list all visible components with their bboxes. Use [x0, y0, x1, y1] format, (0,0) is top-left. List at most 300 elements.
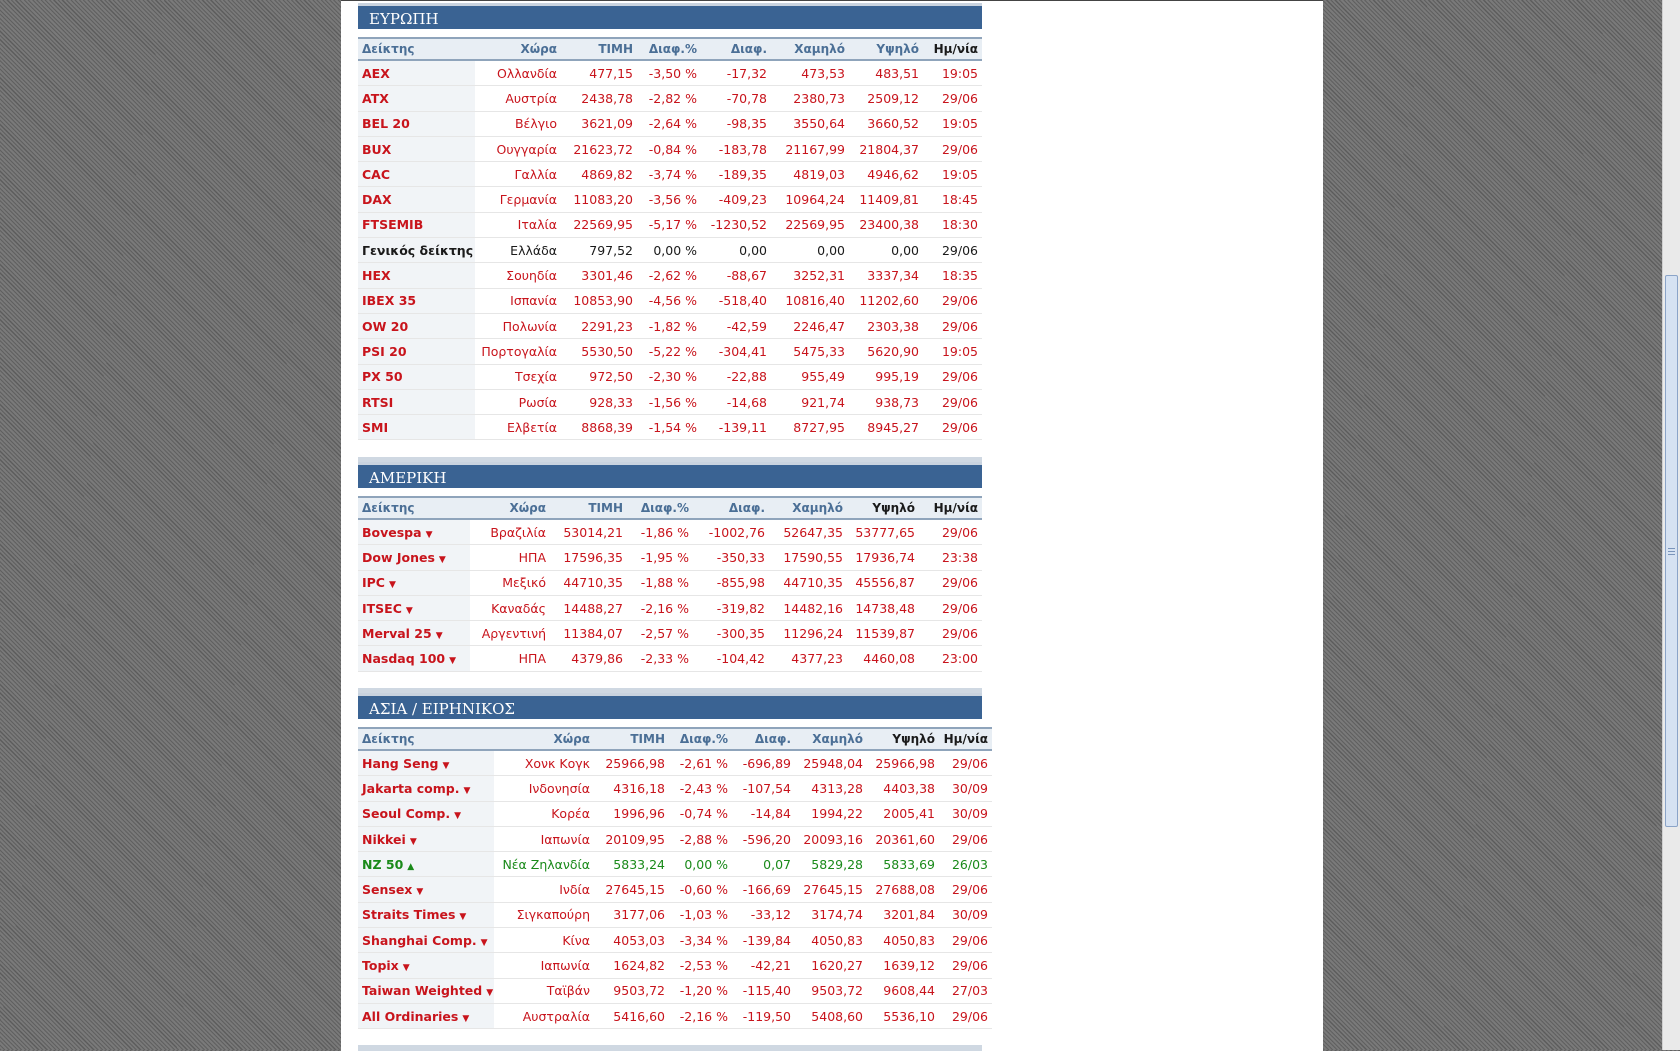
col-low[interactable]: Χαμηλό — [769, 497, 847, 519]
col-diff[interactable]: Διαφ. — [732, 728, 795, 750]
cell-pct: -0,74 % — [669, 801, 732, 826]
index-name-link[interactable] — [358, 519, 470, 545]
cell-high: 2303,38 — [849, 313, 923, 338]
table-row[interactable] — [358, 415, 982, 440]
index-name-link[interactable] — [358, 545, 470, 570]
index-name[interactable]: Merval 25 — [362, 625, 432, 641]
index-name[interactable]: BEL 20 — [362, 116, 410, 132]
table-row[interactable] — [358, 111, 982, 136]
col-pct[interactable]: Διαφ.% — [669, 728, 732, 750]
index-name-link[interactable] — [358, 364, 475, 389]
cell-high: 11202,60 — [849, 288, 923, 313]
table-row[interactable] — [358, 519, 982, 545]
cell-date: 23:00 — [919, 646, 982, 671]
table-row[interactable] — [358, 902, 992, 927]
cell-country: Ισπανία — [475, 288, 561, 313]
index-name-link[interactable] — [358, 621, 470, 646]
cell-date: 29/06 — [919, 595, 982, 620]
index-name[interactable]: ITSEC — [362, 600, 402, 616]
cell-low: 27645,15 — [795, 877, 867, 902]
cell-high: 4403,38 — [867, 776, 939, 801]
index-name[interactable]: Γενικός δείκτης — [362, 242, 474, 258]
table-row[interactable] — [358, 928, 992, 953]
cell-diff: -14,68 — [701, 389, 771, 414]
cell-pct: -1,54 % — [637, 415, 701, 440]
cell-low: 20093,16 — [795, 826, 867, 851]
cell-diff: -855,98 — [693, 570, 769, 595]
cell-low: 3252,31 — [771, 263, 849, 288]
cell-low: 2246,47 — [771, 313, 849, 338]
cell-date: 29/06 — [939, 826, 992, 851]
cell-pct: -2,16 % — [627, 595, 693, 620]
triangle-up-icon: ▲ — [407, 861, 415, 872]
table-row[interactable] — [358, 339, 982, 364]
cell-country: Γερμανία — [475, 187, 561, 212]
index-name[interactable]: PX 50 — [362, 369, 403, 385]
cell-high: 3201,84 — [867, 902, 939, 927]
table-row[interactable] — [358, 978, 992, 1003]
cell-price: 25966,98 — [594, 750, 669, 776]
index-name[interactable]: SMI — [362, 419, 389, 435]
table-row[interactable] — [358, 953, 992, 978]
europe-header-row — [358, 38, 982, 60]
index-name-link[interactable] — [358, 263, 475, 288]
table-row[interactable] — [358, 826, 992, 851]
table-row[interactable] — [358, 238, 982, 263]
cell-low: 921,74 — [771, 389, 849, 414]
index-name-link[interactable] — [358, 136, 475, 161]
cell-low: 4377,23 — [769, 646, 847, 671]
table-row[interactable] — [358, 86, 982, 111]
scroll-thumb[interactable] — [1665, 275, 1678, 827]
cell-price: 3621,09 — [561, 111, 637, 136]
index-name-link[interactable] — [358, 928, 494, 953]
cell-date: 29/06 — [923, 389, 982, 414]
cell-high: 4946,62 — [849, 162, 923, 187]
cell-date: 29/06 — [939, 1003, 992, 1028]
index-name[interactable]: Shanghai Comp. — [362, 932, 477, 948]
cell-price: 4316,18 — [594, 776, 669, 801]
table-row[interactable] — [358, 570, 982, 595]
cell-price: 1624,82 — [594, 953, 669, 978]
cell-price: 477,15 — [561, 60, 637, 86]
cell-pct: -2,64 % — [637, 111, 701, 136]
cell-pct: -5,22 % — [637, 339, 701, 364]
index-name-link[interactable] — [358, 389, 475, 414]
col-high[interactable]: Υψηλό — [867, 728, 939, 750]
section-divider — [358, 1045, 982, 1051]
cell-pct: -0,84 % — [637, 136, 701, 161]
table-row[interactable] — [358, 389, 982, 414]
table-row[interactable] — [358, 162, 982, 187]
index-name[interactable]: Topix — [362, 958, 399, 974]
cell-high: 0,00 — [849, 238, 923, 263]
cell-pct: -3,56 % — [637, 187, 701, 212]
cell-date: 29/06 — [923, 238, 982, 263]
cell-low: 4050,83 — [795, 928, 867, 953]
col-country[interactable]: Χώρα — [494, 728, 594, 750]
col-diff[interactable]: Διαφ. — [701, 38, 771, 60]
cell-high: 27688,08 — [867, 877, 939, 902]
cell-country: Ρωσία — [475, 389, 561, 414]
index-name[interactable]: Hang Seng — [362, 755, 439, 771]
cell-country: Ιαπωνία — [494, 826, 594, 851]
col-price[interactable]: ΤΙΜΗ — [594, 728, 669, 750]
col-pct[interactable]: Διαφ.% — [627, 497, 693, 519]
cell-date: 29/06 — [919, 621, 982, 646]
triangle-down-icon: ▼ — [438, 554, 446, 565]
cell-pct: -1,95 % — [627, 545, 693, 570]
cell-pct: -2,16 % — [669, 1003, 732, 1028]
cell-date: 29/06 — [939, 928, 992, 953]
cell-high: 25966,98 — [867, 750, 939, 776]
vertical-scrollbar[interactable] — [1662, 0, 1680, 1050]
triangle-down-icon: ▼ — [442, 760, 450, 771]
asia-table — [358, 727, 992, 1029]
cell-low: 8727,95 — [771, 415, 849, 440]
index-name[interactable]: Seoul Comp. — [362, 806, 451, 822]
cell-high: 938,73 — [849, 389, 923, 414]
cell-country: Ελλάδα — [475, 238, 561, 263]
table-row[interactable] — [358, 364, 982, 389]
index-name[interactable]: ATX — [362, 90, 389, 106]
cell-diff: -115,40 — [732, 978, 795, 1003]
table-row[interactable] — [358, 621, 982, 646]
cell-country: Ινδονησία — [494, 776, 594, 801]
table-row[interactable] — [358, 313, 982, 338]
col-index[interactable]: Δείκτης — [358, 728, 494, 750]
europe-title: ΕΥΡΩΠΗ — [358, 3, 982, 29]
cell-date: 30/09 — [939, 902, 992, 927]
index-name[interactable]: HEX — [362, 268, 391, 284]
cell-date: 29/06 — [939, 750, 992, 776]
col-country[interactable]: Χώρα — [470, 497, 550, 519]
index-name-link[interactable] — [358, 60, 475, 86]
cell-date: 29/06 — [923, 313, 982, 338]
cell-low: 5408,60 — [795, 1003, 867, 1028]
cell-price: 8868,39 — [561, 415, 637, 440]
cell-date: 18:30 — [923, 212, 982, 237]
triangle-down-icon: ▼ — [463, 785, 471, 796]
cell-low: 11296,24 — [769, 621, 847, 646]
cell-diff: -166,69 — [732, 877, 795, 902]
cell-country: Βραζιλία — [470, 519, 550, 545]
table-row[interactable] — [358, 852, 992, 877]
asia-header-row — [358, 728, 992, 750]
index-name-link[interactable] — [358, 978, 494, 1003]
triangle-down-icon: ▼ — [402, 963, 410, 974]
cell-pct: -1,82 % — [637, 313, 701, 338]
triangle-down-icon: ▼ — [389, 580, 396, 591]
america-header-row — [358, 497, 982, 519]
cell-price: 11083,20 — [561, 187, 637, 212]
cell-diff: -22,88 — [701, 364, 771, 389]
cell-pct: -3,74 % — [637, 162, 701, 187]
col-index[interactable]: Δείκτης — [358, 38, 475, 60]
cell-high: 21804,37 — [849, 136, 923, 161]
cell-country: Νέα Ζηλανδία — [494, 852, 594, 877]
index-name[interactable]: NZ 50 — [362, 856, 404, 872]
triangle-down-icon: ▼ — [480, 937, 488, 948]
cell-low: 5475,33 — [771, 339, 849, 364]
index-name[interactable]: Nasdaq 100 — [362, 651, 446, 667]
index-name-link[interactable] — [358, 162, 475, 187]
cell-country: Χονκ Κογκ — [494, 750, 594, 776]
index-name[interactable]: FTSEMIB — [362, 217, 424, 233]
cell-country: Κίνα — [494, 928, 594, 953]
col-low[interactable]: Χαμηλό — [771, 38, 849, 60]
cell-high: 17936,74 — [847, 545, 919, 570]
cell-diff: -183,78 — [701, 136, 771, 161]
cell-diff: -409,23 — [701, 187, 771, 212]
cell-date: 29/06 — [939, 953, 992, 978]
cell-price: 972,50 — [561, 364, 637, 389]
table-row[interactable] — [358, 288, 982, 313]
cell-high: 53777,65 — [847, 519, 919, 545]
cell-diff: -139,11 — [701, 415, 771, 440]
cell-date: 29/06 — [919, 519, 982, 545]
cell-price: 10853,90 — [561, 288, 637, 313]
cell-date: 29/06 — [923, 364, 982, 389]
index-name-link[interactable] — [358, 570, 470, 595]
index-name-link[interactable] — [358, 902, 494, 927]
table-row[interactable] — [358, 545, 982, 570]
col-price[interactable]: ΤΙΜΗ — [550, 497, 627, 519]
index-name-link[interactable] — [358, 238, 475, 263]
cell-pct: -3,50 % — [637, 60, 701, 86]
cell-high: 9608,44 — [867, 978, 939, 1003]
scroll-down-button[interactable] — [1663, 1033, 1680, 1050]
index-name[interactable]: Nikkei — [362, 831, 406, 847]
cell-country: Ινδία — [494, 877, 594, 902]
table-row[interactable] — [358, 646, 982, 671]
cell-high: 5536,10 — [867, 1003, 939, 1028]
index-name-link[interactable] — [358, 953, 494, 978]
cell-diff: -17,32 — [701, 60, 771, 86]
cell-price: 5416,60 — [594, 1003, 669, 1028]
cell-pct: -2,88 % — [669, 826, 732, 851]
cell-high: 2005,41 — [867, 801, 939, 826]
index-name[interactable]: Dow Jones — [362, 549, 435, 565]
col-high[interactable]: Υψηλό — [849, 38, 923, 60]
cell-country: Βέλγιο — [475, 111, 561, 136]
col-date[interactable]: Ημ/νία — [919, 497, 982, 519]
col-diff[interactable]: Διαφ. — [693, 497, 769, 519]
cell-country: Αυστραλία — [494, 1003, 594, 1028]
index-name-link[interactable] — [358, 86, 475, 111]
cell-country: Πολωνία — [475, 313, 561, 338]
america-title: ΑΜΕΡΙΚΗ — [358, 462, 982, 488]
cell-price: 797,52 — [561, 238, 637, 263]
index-name-link[interactable] — [358, 646, 470, 671]
index-name[interactable]: Taiwan Weighted — [362, 983, 483, 999]
cell-low: 955,49 — [771, 364, 849, 389]
col-date[interactable]: Ημ/νία — [939, 728, 992, 750]
cell-date: 30/09 — [939, 776, 992, 801]
cell-low: 44710,35 — [769, 570, 847, 595]
cell-diff: -88,67 — [701, 263, 771, 288]
col-index[interactable]: Δείκτης — [358, 497, 470, 519]
cell-diff: -107,54 — [732, 776, 795, 801]
cell-date: 26/03 — [939, 852, 992, 877]
index-name-link[interactable] — [358, 776, 494, 801]
cell-pct: -2,62 % — [637, 263, 701, 288]
table-row[interactable] — [358, 187, 982, 212]
cell-country: Σιγκαπούρη — [494, 902, 594, 927]
cell-high: 11539,87 — [847, 621, 919, 646]
cell-pct: -1,86 % — [627, 519, 693, 545]
cell-country: Ουγγαρία — [475, 136, 561, 161]
cell-diff: -696,89 — [732, 750, 795, 776]
cell-date: 29/06 — [923, 415, 982, 440]
cell-low: 9503,72 — [795, 978, 867, 1003]
cell-high: 5833,69 — [867, 852, 939, 877]
cell-pct: -5,17 % — [637, 212, 701, 237]
cell-country: Ιταλία — [475, 212, 561, 237]
cell-pct: -1,20 % — [669, 978, 732, 1003]
index-name[interactable]: Bovespa — [362, 524, 422, 540]
cell-low: 10964,24 — [771, 187, 849, 212]
cell-high: 995,19 — [849, 364, 923, 389]
cell-country: Ταϊβάν — [494, 978, 594, 1003]
cell-price: 9503,72 — [594, 978, 669, 1003]
scroll-up-button[interactable] — [1663, 0, 1680, 17]
cell-price: 5530,50 — [561, 339, 637, 364]
index-name-link[interactable] — [358, 877, 494, 902]
cell-pct: -4,56 % — [637, 288, 701, 313]
cell-date: 23:38 — [919, 545, 982, 570]
cell-price: 17596,35 — [550, 545, 627, 570]
index-name-link[interactable] — [358, 187, 475, 212]
cell-date: 29/06 — [919, 570, 982, 595]
index-name-link[interactable] — [358, 111, 475, 136]
table-row[interactable] — [358, 1003, 992, 1028]
index-name[interactable]: BUX — [362, 141, 392, 157]
index-name[interactable]: DAX — [362, 192, 392, 208]
cell-pct: -0,60 % — [669, 877, 732, 902]
cell-low: 14482,16 — [769, 595, 847, 620]
index-name-link[interactable] — [358, 1003, 494, 1028]
cell-low: 0,00 — [771, 238, 849, 263]
table-row[interactable] — [358, 877, 992, 902]
cell-date: 29/06 — [923, 86, 982, 111]
america-section — [358, 462, 982, 672]
cell-country: Αργεντινή — [470, 621, 550, 646]
index-name[interactable]: PSI 20 — [362, 343, 407, 359]
cell-country: Σουηδία — [475, 263, 561, 288]
index-name-link[interactable] — [358, 415, 475, 440]
col-date[interactable]: Ημ/νία — [923, 38, 982, 60]
cell-pct: -2,53 % — [669, 953, 732, 978]
index-name-link[interactable] — [358, 212, 475, 237]
cell-price: 4869,82 — [561, 162, 637, 187]
america-rows — [358, 519, 982, 671]
cell-high: 4050,83 — [867, 928, 939, 953]
table-row[interactable] — [358, 750, 992, 776]
cell-high: 483,51 — [849, 60, 923, 86]
table-row[interactable] — [358, 776, 992, 801]
cell-country: ΗΠΑ — [470, 646, 550, 671]
asia-section — [358, 693, 988, 1029]
europe-section — [358, 3, 982, 440]
cell-country: ΗΠΑ — [470, 545, 550, 570]
index-name[interactable]: IBEX 35 — [362, 293, 417, 309]
cell-low: 1620,27 — [795, 953, 867, 978]
cell-low: 22569,95 — [771, 212, 849, 237]
index-name-link[interactable] — [358, 288, 475, 313]
cell-pct: -2,33 % — [627, 646, 693, 671]
table-row[interactable] — [358, 212, 982, 237]
asia-rows — [358, 750, 992, 1029]
table-row[interactable] — [358, 595, 982, 620]
table-row[interactable] — [358, 801, 992, 826]
index-name-link[interactable] — [358, 852, 494, 877]
cell-diff: -139,84 — [732, 928, 795, 953]
index-name[interactable]: IPC — [362, 575, 385, 591]
col-price[interactable]: ΤΙΜΗ — [561, 38, 637, 60]
cell-price: 27645,15 — [594, 877, 669, 902]
cell-date: 19:05 — [923, 111, 982, 136]
cell-low: 1994,22 — [795, 801, 867, 826]
cell-price: 14488,27 — [550, 595, 627, 620]
table-row[interactable] — [358, 263, 982, 288]
table-row[interactable] — [358, 136, 982, 161]
cell-high: 3337,34 — [849, 263, 923, 288]
col-country[interactable]: Χώρα — [475, 38, 561, 60]
col-high[interactable]: Υψηλό — [847, 497, 919, 519]
index-name[interactable]: CAC — [362, 166, 391, 182]
cell-country: Ιαπωνία — [494, 953, 594, 978]
index-name[interactable]: RTSI — [362, 394, 394, 410]
cell-pct: -2,82 % — [637, 86, 701, 111]
cell-diff: 0,00 — [701, 238, 771, 263]
cell-high: 8945,27 — [849, 415, 923, 440]
cell-country: Καναδάς — [470, 595, 550, 620]
cell-diff: -1002,76 — [693, 519, 769, 545]
cell-country: Τσεχία — [475, 364, 561, 389]
index-name[interactable]: Sensex — [362, 882, 413, 898]
index-name[interactable]: Straits Times — [362, 907, 456, 923]
index-name[interactable]: Jakarta comp. — [362, 780, 460, 796]
asia-title: ΑΣΙΑ / ΕΙΡΗΝΙΚΟΣ — [358, 693, 982, 719]
index-name-link[interactable] — [358, 750, 494, 776]
col-low[interactable]: Χαμηλό — [795, 728, 867, 750]
index-name[interactable]: OW 20 — [362, 318, 409, 334]
index-name-link[interactable] — [358, 339, 475, 364]
cell-high: 1639,12 — [867, 953, 939, 978]
table-row[interactable] — [358, 60, 982, 86]
index-name-link[interactable] — [358, 313, 475, 338]
cell-high: 23400,38 — [849, 212, 923, 237]
cell-pct: -1,56 % — [637, 389, 701, 414]
grip-icon — [1668, 547, 1675, 555]
cell-date: 27/03 — [939, 978, 992, 1003]
cell-price: 22569,95 — [561, 212, 637, 237]
index-name-link[interactable] — [358, 826, 494, 851]
index-name[interactable]: AEX — [362, 65, 390, 81]
cell-diff: -98,35 — [701, 111, 771, 136]
cell-high: 14738,48 — [847, 595, 919, 620]
index-name-link[interactable] — [358, 595, 470, 620]
cell-price: 2291,23 — [561, 313, 637, 338]
col-pct[interactable]: Διαφ.% — [637, 38, 701, 60]
cell-price: 5833,24 — [594, 852, 669, 877]
cell-pct: -3,34 % — [669, 928, 732, 953]
index-name-link[interactable] — [358, 801, 494, 826]
cell-diff: 0,07 — [732, 852, 795, 877]
triangle-down-icon: ▼ — [449, 656, 457, 667]
index-name[interactable]: All Ordinaries — [362, 1008, 459, 1024]
